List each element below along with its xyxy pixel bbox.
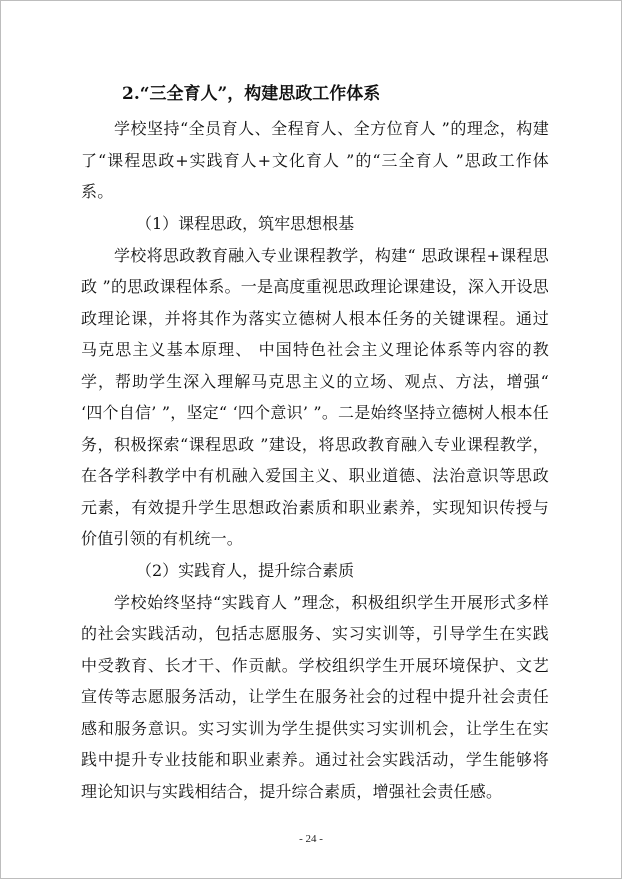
subsection-paragraph-course-ideology: 学校将思政教育融入专业课程教学，构建“ 思政课程+课程思政 ”的思政课程体系。一是高度重视思政理论课建设，深入开设思政理论课，并将其作为落实立德树人根本任务的关键课程。通过马克思主义基本原理、 中国特色社会主义理论体系等内容的教学，帮助学生深入理解马克思主义的立场、观点、方法，增强“ ‘四个自信’ ”，坚定“ ‘四个意识’ ”。二是始终坚持立德树人根本任务，积极探索“课程思政 ”建设，将思政教育融入专业课程教学，在各学科教学中有机融入爱国主义、职业道德、法治意识等思政元素，有效提升学生思想政治素质和职业素养，实现知识传授与价值引领的有机统一。 [81,245,549,548]
section-heading: 2.“三全育人”，构建思政工作体系 [122,84,381,104]
subsection-heading-practice-education: （2）实践育人，提升综合素质 [136,560,355,580]
intro-paragraph: 学校坚持“全员育人、全程育人、全方位育人 ”的理念，构建了“课程思政+实践育人+文化育人 ”的“三全育人 ”思政工作体系。 [81,119,549,201]
document-body [81,78,549,807]
subsection-heading-course-ideology: （1）课程思政，筑牢思想根基 [136,213,355,233]
page-number: - 24 - [299,833,323,845]
subsection-paragraph-practice-education: 学校始终坚持“实践育人 ”理念，积极组织学生开展形式多样的社会实践活动，包括志愿服务、实习实训等，引导学生在实践中受教育、长才干、作贡献。学校组织学生开展环境保护、文艺宣传等志愿服务活动，让学生在服务社会的过程中提升社会责任感和服务意识。实习实训为学生提供实习实训机会，让学生在实践中提升专业技能和职业素养。通过社会实践活动，学生能够将理论知识与实践相结合，提升综合素质，增强社会责任感。 [81,592,549,801]
